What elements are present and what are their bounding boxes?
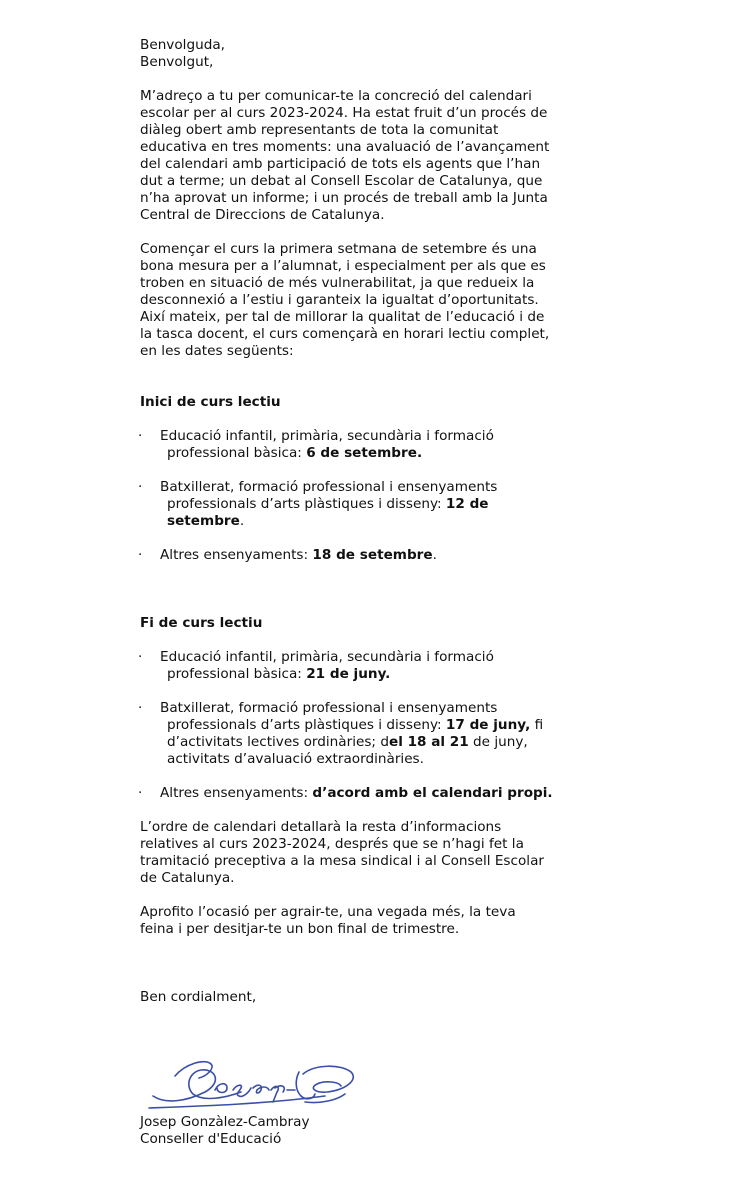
handwritten-signature — [145, 1046, 580, 1114]
text-line: Altres ensenyaments: 18 de setembre. — [160, 547, 437, 563]
text-line: n’ha aprovat un informe; i un procés de treball amb la Junta — [140, 190, 548, 206]
text-line: de Catalunya. — [140, 870, 235, 886]
text-line: professionals d’arts plàstiques i disseny: 12 de — [167, 496, 489, 512]
signatory-role: Conseller d'Educació — [140, 1131, 282, 1147]
end-date: 17 de juny, — [445, 717, 531, 733]
text-line: la tasca docent, el curs començarà en horari lectiu complet, — [140, 326, 550, 342]
start-date: 18 de setembre — [312, 547, 433, 563]
end-date: d’acord amb el calendari propi. — [312, 785, 553, 801]
bullet-dot: · — [138, 700, 143, 716]
closing-paragraph-2 — [140, 904, 580, 938]
text-line: Central de Direccions de Catalunya. — [140, 207, 385, 223]
text-line: Batxillerat, formació professional i ensenyaments — [160, 479, 498, 495]
text-line: Començar el curs la primera setmana de setembre és una — [140, 241, 537, 257]
text-line: feina i per desitjar-te un bon final de trimestre. — [140, 921, 460, 937]
end-item-infantil — [140, 649, 580, 683]
intro-paragraph-2 — [140, 241, 580, 360]
text-line: escolar per al curs 2023-2024. Ha estat fruit d’un procés de — [140, 105, 548, 121]
text-line: Aprofito l’ocasió per agrair-te, una vegada més, la teva — [140, 904, 516, 920]
greeting-line-1: Benvolguda, — [140, 37, 225, 53]
end-date: el 18 al 21 — [388, 734, 469, 750]
text-line: professional bàsica: 21 de juny. — [167, 666, 391, 682]
text-line: en les dates següents: — [140, 343, 294, 359]
end-item-batxillerat — [140, 700, 580, 768]
salutation: Ben cordialment, — [140, 989, 257, 1005]
greeting-line-2: Benvolgut, — [140, 54, 214, 70]
text-line: setembre. — [167, 513, 245, 529]
text-line: desconnexió a l’estiu i garanteix la igualtat d’oportunitats. — [140, 292, 539, 308]
bullet-dot: · — [138, 649, 143, 665]
text-line: educativa en tres moments: una avaluació de l’avançament — [140, 139, 550, 155]
end-date: 21 de juny. — [306, 666, 391, 682]
start-date: 6 de setembre. — [306, 445, 423, 461]
text-line: professional bàsica: 6 de setembre. — [167, 445, 423, 461]
text-line: Batxillerat, formació professional i ensenyaments — [160, 700, 498, 716]
text-line: M’adreço a tu per comunicar-te la concreció del calendari — [140, 88, 532, 104]
start-date: setembre — [167, 513, 240, 529]
text-line: Educació infantil, primària, secundària i formació — [160, 649, 494, 665]
bullet-dot: · — [138, 428, 143, 444]
end-item-altres — [140, 785, 580, 802]
text-line: Així mateix, per tal de millorar la qualitat de l’educació i de — [140, 309, 545, 325]
text-line: del calendari amb participació de tots els agents que l’han — [140, 156, 541, 172]
text-line: Altres ensenyaments: d’acord amb el calendari propi. — [160, 785, 553, 801]
text-line: tramitació preceptiva a la mesa sindical i al Consell Escolar — [140, 853, 544, 869]
text-line: L’ordre de calendari detallarà la resta d’informacions — [140, 819, 502, 835]
text-line: diàleg obert amb representants de tota la comunitat — [140, 122, 499, 138]
bullet-dot: · — [138, 479, 143, 495]
text-line: bona mesura per a l’alumnat, i especialment per als que es — [140, 258, 546, 274]
letter — [140, 37, 580, 1148]
text-line: troben en situació de més vulnerabilitat, ja que redueix la — [140, 275, 535, 291]
text-line: professionals d’arts plàstiques i disseny: 17 de juny, fi — [167, 717, 544, 733]
end-heading: Fi de curs lectiu — [140, 615, 263, 631]
text-line: relatives al curs 2023-2024, després que se n’hagi fet la — [140, 836, 524, 852]
signature-image — [145, 1046, 365, 1114]
start-item-infantil — [140, 428, 580, 462]
start-item-altres — [140, 547, 580, 564]
text-line: activitats d’avaluació extraordinàries. — [167, 751, 424, 767]
intro-paragraph-1 — [140, 88, 580, 224]
text-line: Educació infantil, primària, secundària i formació — [160, 428, 494, 444]
text-line: d’activitats lectives ordinàries; del 18 al 21 de juny, — [167, 734, 528, 750]
closing-paragraph-1 — [140, 819, 580, 887]
start-heading: Inici de curs lectiu — [140, 394, 281, 410]
start-item-batxillerat — [140, 479, 580, 530]
text-line: dut a terme; un debat al Consell Escolar de Catalunya, que — [140, 173, 543, 189]
bullet-dot: · — [138, 785, 143, 801]
bullet-dot: · — [138, 547, 143, 563]
start-date: 12 de — [445, 496, 489, 512]
signatory-name: Josep Gonzàlez-Cambray — [140, 1114, 310, 1130]
